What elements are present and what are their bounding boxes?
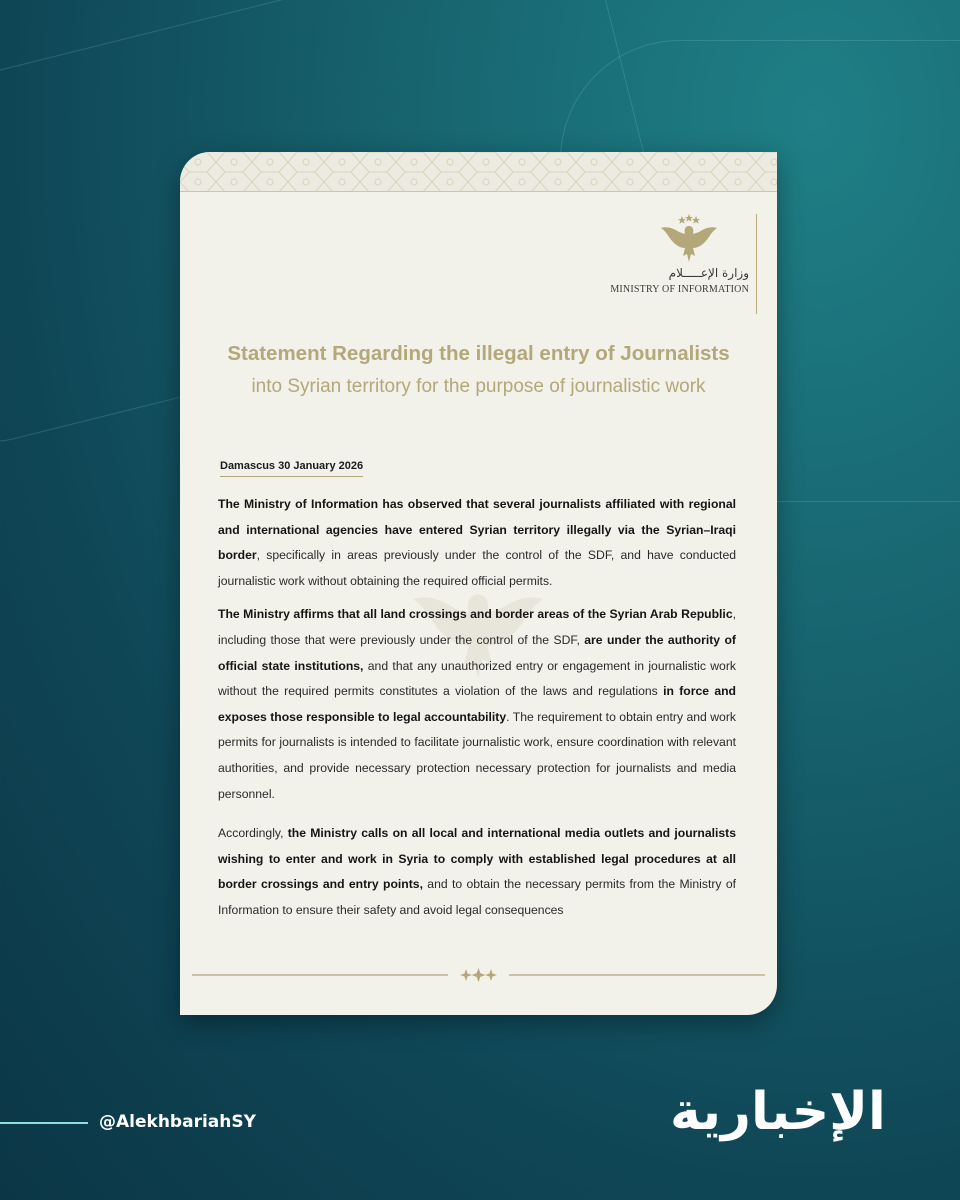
paragraph-2-text-2: and that any unauthorized entry or engagement in journalistic work without the required permits constitutes a violation of the laws and regulations	[218, 658, 736, 699]
handle-accent-line	[0, 1122, 88, 1124]
statement-title-line2: into Syrian territory for the purpose of journalistic work	[251, 376, 706, 397]
header-pattern-band	[180, 152, 777, 192]
paragraph-1	[218, 492, 736, 594]
paragraph-3-bold: the Ministry calls on all local and international media outlets and journalists wishing to enter and work in Syria to comply with established legal procedures at all border crossings and entry points,	[218, 826, 736, 892]
paragraph-1-bold: The Ministry of Information has observed that several journalists affiliated with regional and international agencies have entered Syrian territory illegally via the Syrian–Iraqi border	[218, 497, 736, 563]
statement-body	[218, 492, 736, 932]
paragraph-2-bold-2: are under the authority of official state institutions,	[218, 632, 736, 673]
ministry-logo	[569, 208, 749, 320]
statement-title-line1: Statement Regarding the illegal entry of Journalists	[227, 342, 730, 365]
paragraph-3-text-2: and to obtain the necessary permits from the Ministry of Information to ensure their safety and avoid legal consequences	[218, 877, 737, 917]
social-handle[interactable]: @AlekhbariahSY	[99, 1112, 256, 1132]
paragraph-2-bold-1: The Ministry affirms that all land crossings and border areas of the Syrian Arab Republic	[218, 607, 733, 622]
paragraph-2-text-3: . The requirement to obtain entry and work permits for journalists is intended to facilitate journalistic work, ensure coordination with relevant authorities, and provide necessary protection necessary protection for journalists and media personnel.	[218, 709, 736, 801]
paragraph-2-bold-3: in force and exposes those responsible to legal accountability	[218, 684, 737, 724]
ministry-english-name: MINISTRY OF INFORMATION	[610, 284, 749, 295]
channel-logo: الإخبارية	[670, 1082, 886, 1142]
eagle-emblem-icon	[659, 212, 719, 268]
ministry-arabic-name: وزارة الإعـــــلام	[668, 266, 749, 280]
logo-divider	[756, 214, 757, 314]
statement-document	[180, 152, 777, 1015]
statement-dateline: Damascus 30 January 2026	[220, 460, 363, 477]
sparkle-ornament-icon	[192, 964, 765, 986]
paragraph-3-text-1: Accordingly,	[218, 826, 288, 841]
paragraph-3	[218, 821, 736, 923]
paragraph-2	[218, 602, 736, 807]
paragraph-2-text-1: , including those that were previously under the control of the SDF,	[218, 607, 736, 647]
paragraph-1-text: , specifically in areas previously under the control of the SDF, and have conducted journalistic work without obtaining the required official permits.	[218, 548, 736, 588]
